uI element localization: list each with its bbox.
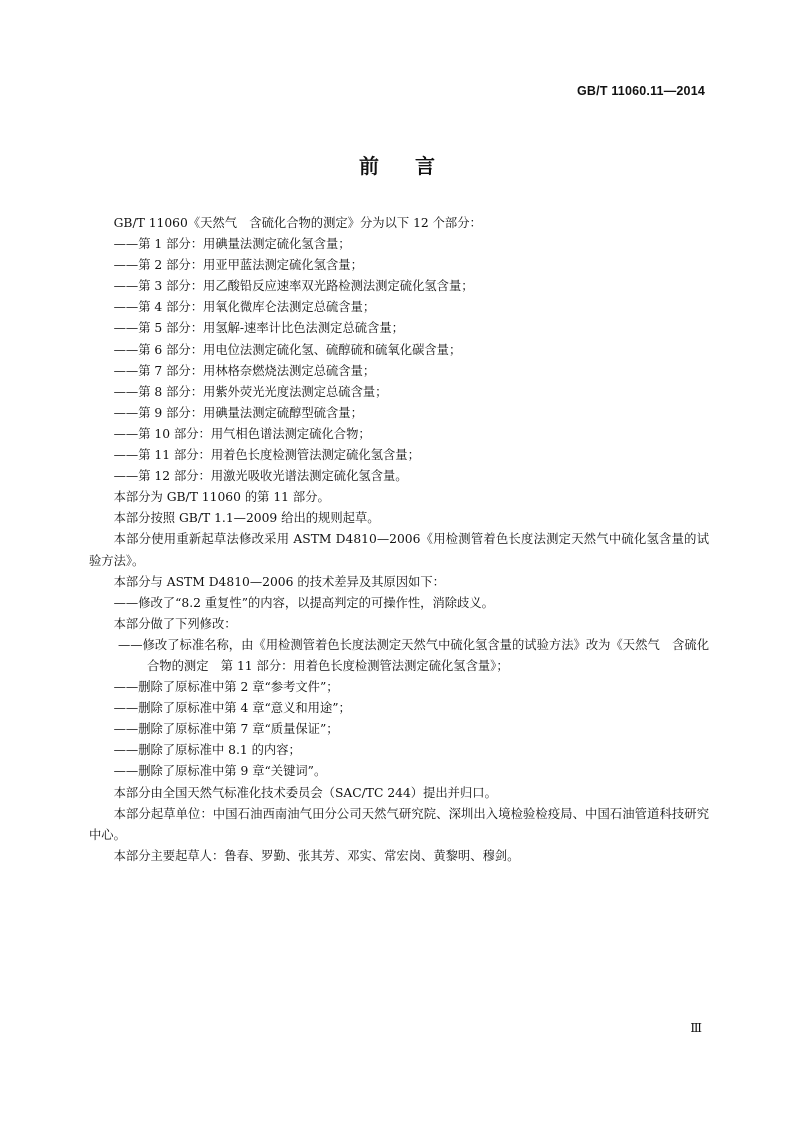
list-item: ——删除了原标准中第 4 章“意义和用途”； [113,701,351,716]
list-item: ——删除了原标准中 8.1 的内容； [113,743,301,758]
standard-code: GB/T 11060.11—2014 [577,84,705,98]
list-item: ——修改了“8.2 重复性”的内容，以提高判定的可操作性，消除歧义。 [113,595,494,610]
paragraph: 本部分按照 GB/T 1.1—2009 给出的规则起草。 [113,511,380,526]
foreword-body [89,213,709,867]
list-item: ——第 9 部分：用碘量法测定硫醇型硫含量； [113,405,363,420]
list-item: ——修改了标准名称，由《用检测管着色长度法测定天然气中硫化氢含量的试验方法》改为《天然气 含硫化合物的测定 第 11 部分：用着色长度检测管法测定硫化氢含量》； [118,637,709,673]
list-item: ——第 4 部分：用氧化微库仑法测定总硫含量； [113,300,376,315]
paragraph: 本部分主要起草人：鲁春、罗勤、张其芳、邓实、常宏岗、黄黎明、穆剑。 [113,848,520,863]
paragraph: 本部分起草单位：中国石油西南油气田分公司天然气研究院、深圳出入境检验检疫局、中国石油管道科技研究中心。 [89,806,709,842]
paragraph: 本部分做了下列修改： [113,616,237,631]
list-item: ——第 2 部分：用亚甲蓝法测定硫化氢含量； [113,258,363,273]
list-item: ——第 10 部分：用气相色谱法测定硫化合物； [113,426,371,441]
paragraph: 本部分与 ASTM D4810—2006 的技术差异及其原因如下： [113,574,445,589]
paragraph: 本部分使用重新起草法修改采用 ASTM D4810—2006《用检测管着色长度法测定天然气中硫化氢含量的试验方法》。 [89,532,709,568]
list-item: ——第 8 部分：用紫外荧光光度法测定总硫含量； [113,384,388,399]
list-item: ——第 3 部分：用乙酸铅反应速率双光路检测法测定硫化氢含量； [113,279,474,294]
paragraph: 本部分为 GB/T 11060 的第 11 部分。 [113,490,330,505]
list-item: ——第 1 部分：用碘量法测定硫化氢含量； [113,237,351,252]
page-title: 前言 [359,154,471,178]
page-number: Ⅲ [690,1021,702,1035]
list-item: ——删除了原标准中第 7 章“质量保证”； [113,722,339,737]
list-item: ——第 12 部分：用激光吸收光谱法测定硫化氢含量。 [113,469,408,484]
list-item: ——第 7 部分：用林格奈燃烧法测定总硫含量； [113,363,376,378]
list-item: ——删除了原标准中第 9 章“关键词”。 [113,764,327,779]
paragraph: 本部分由全国天然气标准化技术委员会（SAC/TC 244）提出并归口。 [113,785,497,800]
list-item: ——删除了原标准中第 2 章“参考文件”； [113,680,339,695]
list-item: ——第 5 部分：用氢解-速率计比色法测定总硫含量； [113,321,404,336]
paragraph: GB/T 11060《天然气 含硫化合物的测定》分为以下 12 个部分： [113,216,482,230]
list-item: ——第 11 部分：用着色长度检测管法测定硫化氢含量； [113,448,420,463]
list-item: ——第 6 部分：用电位法测定硫化氢、硫醇硫和硫氧化碳含量； [113,342,462,357]
